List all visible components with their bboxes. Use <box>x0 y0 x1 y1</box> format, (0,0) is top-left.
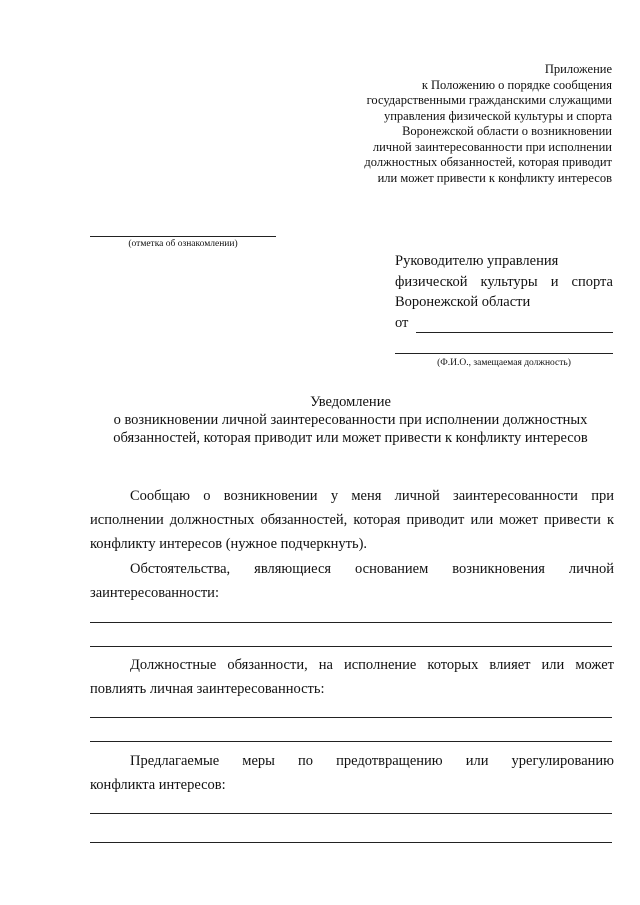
acknowledgement-field[interactable] <box>90 236 276 249</box>
appendix-line: к Положению о порядке сообщения <box>421 77 612 92</box>
paragraph-report <box>90 484 614 556</box>
position-field[interactable] <box>395 353 613 369</box>
appendix-line: личной заинтересованности при исполнении <box>372 139 612 154</box>
notice-title: Уведомление <box>310 394 391 410</box>
appendix-line: или может привести к конфликту интересов <box>377 170 612 185</box>
addressee-block <box>395 251 613 369</box>
paragraph-circumstances-rest: заинтересованности: <box>90 585 219 601</box>
appendix-line: управления физической культуры и спорта <box>383 108 612 123</box>
appendix-line: должностных обязанностей, которая приводит <box>364 155 612 169</box>
addressee-line-2: физической культуры и спорта <box>395 273 613 290</box>
measures-input-line[interactable] <box>90 842 612 843</box>
duties-input-line[interactable] <box>90 741 612 742</box>
from-label: от <box>395 314 409 331</box>
position-caption: (Ф.И.О., замещаемая должность) <box>437 358 571 368</box>
measures-input-line[interactable] <box>90 813 612 814</box>
paragraph-measures-first-line: Предлагаемые меры по предотвращению или урегулированию <box>130 753 614 769</box>
paragraph-measures-rest: конфликта интересов: <box>90 777 226 793</box>
notice-subtitle-line-2: обязанностей, которая приводит или может привести к конфликту интересов <box>113 430 588 446</box>
circumstances-input-line[interactable] <box>90 646 612 647</box>
acknowledgement-caption: (отметка об ознакомлении) <box>128 239 238 249</box>
from-name-field[interactable] <box>416 316 613 333</box>
addressee-line-1: Руководителю управления <box>395 253 559 269</box>
circumstances-input-line[interactable] <box>90 622 612 623</box>
paragraph-duties-rest: повлиять личная заинтересованность: <box>90 681 325 697</box>
paragraph-circumstances-first-line: Обстоятельства, являющиеся основанием возникновения личной <box>130 561 614 577</box>
paragraph-report-rest: исполнении должностных обязанностей, которая приводит или может привести к конфликту интересов (нужное подчеркнуть). <box>90 512 614 552</box>
paragraph-duties <box>90 653 614 701</box>
notice-title-block <box>88 393 613 447</box>
addressee-line-3: Воронежской области <box>395 294 531 310</box>
paragraph-duties-first-line: Должностные обязанности, на исполнение которых влияет или может <box>130 657 614 673</box>
paragraph-measures <box>90 749 614 797</box>
appendix-line: государственными гражданскими служащими <box>366 93 612 107</box>
duties-input-line[interactable] <box>90 717 612 718</box>
appendix-line: Приложение <box>544 62 612 76</box>
appendix-line: Воронежской области о возникновении <box>402 124 612 138</box>
appendix-heading <box>312 62 612 186</box>
from-line <box>395 313 613 334</box>
paragraph-circumstances <box>90 557 614 605</box>
paragraph-report-first-line: Сообщаю о возникновении у меня личной заинтересованности при <box>130 488 614 504</box>
notice-subtitle-line-1: о возникновении личной заинтересованности при исполнении должностных <box>113 412 588 428</box>
